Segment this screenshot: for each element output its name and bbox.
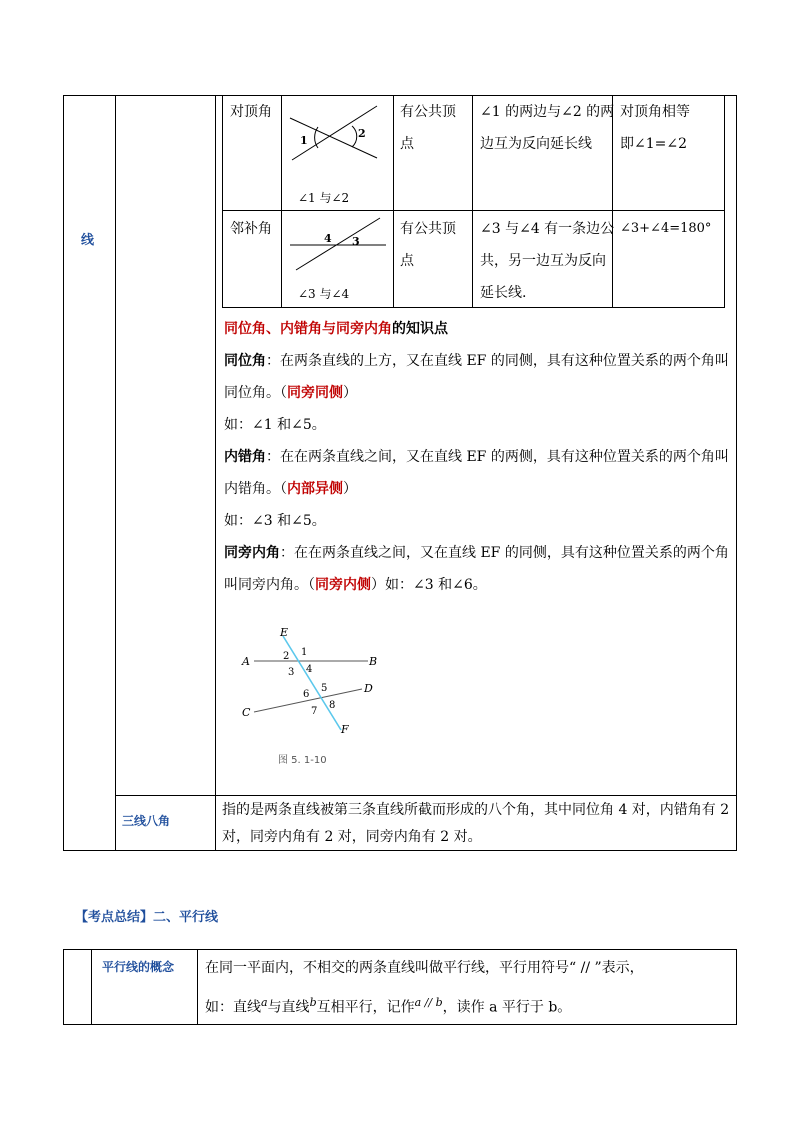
sides-2a: ∠3 与∠4 有一条边公 [480, 221, 615, 237]
common-vertex-1a: 有公共顶 [400, 104, 456, 120]
interior-def-line1 [224, 542, 729, 562]
label-E: E [280, 626, 289, 639]
sides-2c: 延长线. [480, 285, 527, 301]
corresponding-def-2a: 同位角。（ [224, 385, 287, 401]
label-3: 3 [288, 667, 295, 678]
var-a: a [261, 996, 268, 1009]
corresponding-def-line2 [224, 382, 357, 402]
label-6: 6 [303, 689, 310, 700]
supplementary-angle-figure [282, 214, 392, 274]
alternate-term: 内错角 [224, 449, 266, 465]
label-5: 5 [321, 683, 328, 694]
interior-def-1: ：在在两条直线之间，又在直线 EF 的同侧，具有这种位置关系的两个角 [280, 545, 729, 561]
label-D: D [364, 682, 373, 695]
common-vertex-2b: 点 [400, 253, 414, 269]
supplementary-angle-caption: ∠3 与∠4 [298, 287, 350, 301]
property-1b: 即∠1=∠2 [620, 136, 688, 152]
sides-1a: ∠1 的两边与∠2 的两 [480, 104, 615, 120]
vertical-angle-caption: ∠1 与∠2 [298, 191, 350, 205]
sides-1b: 边互为反向延长线 [480, 136, 592, 152]
label-7: 7 [311, 706, 318, 717]
knowledge-heading-red: 同位角、内错角与同旁内角 [224, 321, 392, 337]
angle-name-supplementary: 邻补角 [230, 221, 272, 237]
label-2: 2 [283, 651, 290, 662]
three-lines-text-2: 对，同旁内角有 2 对，同旁内角有 2 对。 [222, 829, 482, 845]
parallel-def-2d: ，读作 a 平行于 b。 [442, 999, 572, 1016]
property-2a: ∠3+∠4=180° [620, 221, 712, 236]
parallel-def-2a: 如：直线 [205, 999, 261, 1016]
transversal-figure [238, 622, 388, 772]
vertical-angle-figure [282, 100, 392, 170]
alternate-def-2b: ） [343, 481, 357, 497]
angle-3-label: 3 [352, 235, 360, 248]
angle-name-vertical: 对顶角 [230, 104, 272, 120]
interior-def-2b: ）如：∠3 和∠6。 [371, 577, 487, 593]
label-4: 4 [306, 664, 313, 675]
common-vertex-1b: 点 [400, 136, 414, 152]
interior-hint: 同旁内侧 [315, 577, 371, 593]
interior-def-2a: 叫同旁内角。（ [224, 577, 315, 593]
label-8: 8 [329, 700, 336, 711]
common-vertex-2a: 有公共顶 [400, 221, 456, 237]
three-lines-text-1: 指的是两条直线被第三条直线所截而形成的八个角，其中同位角 4 对，内错角有 2 [222, 802, 730, 818]
alternate-def-1: ：在在两条直线之间，又在直线 EF 的两侧，具有这种位置关系的两个角叫 [266, 449, 729, 465]
knowledge-heading [224, 318, 448, 338]
corresponding-example: 如：∠1 和∠5。 [224, 417, 326, 433]
knowledge-heading-rest: 的知识点 [392, 321, 448, 337]
label-1: 1 [301, 647, 308, 658]
parallel-def-line1: 在同一平面内，不相交的两条直线叫做平行线，平行用符号“ // ”表示， [205, 960, 644, 976]
parallel-expr: a // b [414, 996, 443, 1009]
three-lines-eight-angles-label: 三线八角 [122, 814, 171, 828]
interior-term: 同旁内角 [224, 545, 280, 561]
alternate-def-line1 [224, 446, 729, 466]
figure-caption: 图 5. 1-10 [278, 755, 327, 766]
angle-1-label: 1 [300, 134, 308, 147]
alternate-def-line2 [224, 478, 357, 498]
alternate-def-2a: 内错角。（ [224, 481, 287, 497]
parallel-def-2b: 与直线 [267, 999, 310, 1016]
parallel-concept-label: 平行线的概念 [102, 960, 175, 974]
label-B: B [369, 655, 378, 668]
angle-2-label: 2 [358, 127, 366, 140]
interior-def-line2 [224, 574, 487, 594]
parallel-def-line2 [205, 996, 571, 1017]
corresponding-term: 同位角 [224, 353, 266, 369]
angle-4-label: 4 [324, 232, 332, 245]
var-b: b [309, 996, 317, 1009]
section-title: 【考点总结】二、平行线 [75, 910, 219, 925]
label-C: C [242, 706, 251, 719]
parallel-def-2c: 互相平行，记作 [316, 999, 415, 1016]
label-A: A [242, 655, 250, 668]
corresponding-def-2b: ） [343, 385, 357, 401]
corresponding-def-line1 [224, 350, 729, 370]
alternate-hint: 内部异侧 [287, 481, 343, 497]
label-F: F [341, 723, 349, 736]
row-label-line: 线 [81, 233, 95, 248]
corresponding-def-1: ：在两条直线的上方，又在直线 EF 的同侧，具有这种位置关系的两个角叫 [266, 353, 729, 369]
corresponding-hint: 同旁同侧 [287, 385, 343, 401]
property-1a: 对顶角相等 [620, 104, 690, 120]
alternate-example: 如：∠3 和∠5。 [224, 513, 326, 529]
sides-2b: 共，另一边互为反向 [480, 253, 606, 269]
